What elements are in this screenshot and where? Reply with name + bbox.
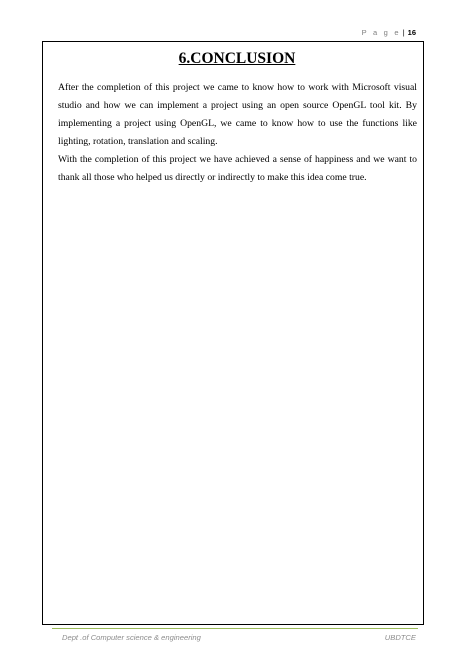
page-label: P a g e bbox=[361, 28, 401, 37]
paragraph: With the completion of this project we have achieved a sense of happiness and we want to thank all those who helped us directly or indirectly to make this idea come true. bbox=[58, 154, 417, 184]
page-separator: | bbox=[402, 28, 405, 37]
footer-rule bbox=[52, 628, 418, 629]
body-text bbox=[58, 79, 417, 188]
paragraph: After the completion of this project we came to know how to work with Microsoft visual studio and how we can implement a project using an open source OpenGL tool kit. By implementing a project using OpenGL, we came to know how to use the functions like lighting, rotation, translation and scaling. bbox=[58, 82, 417, 148]
footer-department: Dept .of Computer science & engineering bbox=[62, 633, 201, 642]
page-number-header bbox=[362, 28, 416, 37]
section-heading: 6.CONCLUSION bbox=[178, 50, 296, 67]
page-number: 16 bbox=[407, 28, 416, 37]
footer-institution: UBDTCE bbox=[384, 633, 416, 642]
